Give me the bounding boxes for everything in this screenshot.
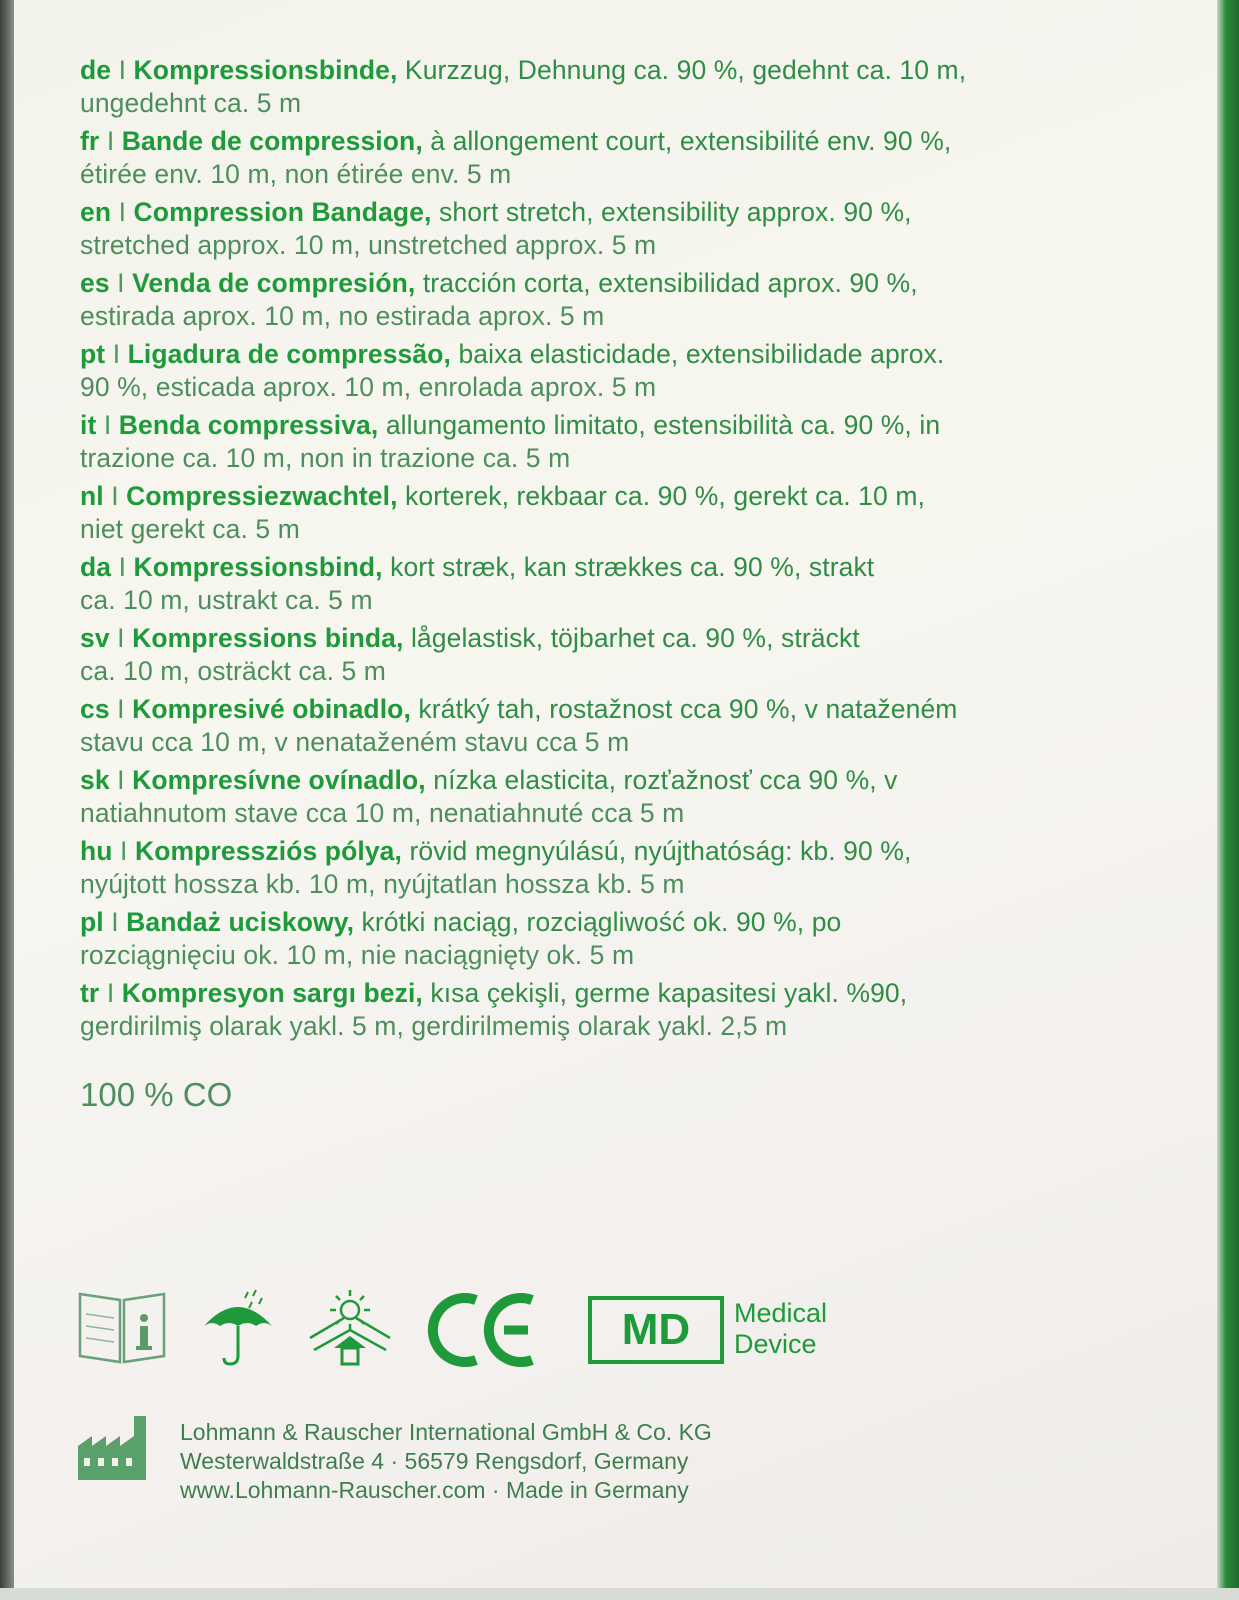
language-entry-hu xyxy=(80,835,1160,901)
language-entry-sk xyxy=(80,764,1160,830)
language-code: de xyxy=(80,55,112,85)
language-code: cs xyxy=(80,694,110,724)
language-code: sv xyxy=(80,623,110,653)
manufacturer-name: Lohmann & Rauscher International GmbH & Co. KG xyxy=(180,1419,712,1445)
md-text-line1: Medical xyxy=(734,1298,828,1328)
product-name: Kompressions binda, xyxy=(132,623,404,653)
separator: I xyxy=(117,765,125,795)
box-bottom-edge xyxy=(0,1588,1239,1600)
product-name: Kompressionsbinde, xyxy=(133,55,398,85)
product-properties-continued: stretched approx. 10 m, unstretched approx. 5 m xyxy=(80,230,657,260)
separator: I xyxy=(118,197,127,227)
language-code: fr xyxy=(80,126,100,156)
composition-text: 100 % CO xyxy=(80,1076,233,1113)
separator: I xyxy=(112,339,121,369)
separator: I xyxy=(120,836,128,866)
packaging-panel xyxy=(14,0,1217,1588)
language-entry-it xyxy=(80,409,1160,475)
product-properties-continued: étirée env. 10 m, non étirée env. 5 m xyxy=(80,159,512,189)
language-entry-es xyxy=(80,267,1160,333)
product-name: Bandaż uciskowy, xyxy=(126,907,355,937)
product-properties: lågelastisk, töjbarhet ca. 90 %, sträckt xyxy=(410,623,860,653)
md-text-line2: Device xyxy=(734,1329,817,1359)
language-entry-cs xyxy=(80,693,1160,759)
md-symbol: MD xyxy=(588,1296,724,1364)
product-properties: baixa elasticidade, extensibilidade aprox. xyxy=(458,339,945,369)
ce-mark-icon xyxy=(426,1290,546,1370)
product-name: Venda de compresión, xyxy=(132,268,416,298)
product-properties-continued: 90 %, esticada aprox. 10 m, enrolada aprox. 5 m xyxy=(80,372,657,402)
keep-away-from-sunlight-icon xyxy=(304,1286,396,1370)
language-code: sk xyxy=(80,765,110,795)
product-properties: tracción corta, extensibilidad aprox. 90 %, xyxy=(422,268,918,298)
product-name: Compression Bandage, xyxy=(133,197,432,227)
language-code: pt xyxy=(80,339,106,369)
product-properties: allungamento limitato, estensibilità ca. 90 %, in xyxy=(385,410,941,440)
product-properties: à allongement court, extensibilité env. 90 %, xyxy=(430,126,952,156)
language-entry-tr xyxy=(80,977,1160,1043)
product-properties: krátký tah, rostažnost cca 90 %, v nataženém xyxy=(418,694,958,724)
product-properties-continued: niet gerekt ca. 5 m xyxy=(80,514,300,544)
product-name: Kompressionsbind, xyxy=(133,552,383,582)
language-entry-da xyxy=(80,551,1160,617)
manufacturer-website: www.Lohmann-Rauscher.com · Made in Germany xyxy=(180,1477,689,1503)
language-code: it xyxy=(80,410,97,440)
product-properties: kort stræk, kan strækkes ca. 90 %, strakt xyxy=(390,552,875,582)
product-properties: korterek, rekbaar ca. 90 %, gerekt ca. 10 m, xyxy=(405,481,925,511)
product-properties-continued: estirada aprox. 10 m, no estirada aprox. 5 m xyxy=(80,301,605,331)
language-code: en xyxy=(80,197,112,227)
manufacturer-info xyxy=(76,1412,876,1512)
regulatory-symbols xyxy=(76,1286,876,1376)
language-entry-de xyxy=(80,54,1160,120)
product-name: Compressiezwachtel, xyxy=(126,481,398,511)
manufacturer-street: Westerwaldstraße 4 · 56579 Rengsdorf, Germany xyxy=(180,1448,689,1474)
product-properties-continued: nyújtott hossza kb. 10 m, nyújtatlan hossza kb. 5 m xyxy=(80,869,685,899)
separator: I xyxy=(106,126,115,156)
product-properties-continued: ca. 10 m, osträckt ca. 5 m xyxy=(80,656,386,686)
separator: I xyxy=(117,268,125,298)
language-entry-pt xyxy=(80,338,1160,404)
medical-device-label xyxy=(734,1298,874,1360)
language-entry-en xyxy=(80,196,1160,262)
product-name: Kompresivé obinadlo, xyxy=(132,694,411,724)
product-descriptions xyxy=(80,54,1160,1048)
language-code: tr xyxy=(80,978,100,1008)
keep-dry-icon xyxy=(200,1288,276,1368)
language-code: hu xyxy=(80,836,113,866)
product-name: Kompresyon sargı bezi, xyxy=(121,978,423,1008)
product-properties: nízka elasticita, rozťažnosť cca 90 %, v xyxy=(433,765,898,795)
product-name: Ligadura de compressão, xyxy=(127,339,451,369)
language-code: pl xyxy=(80,907,104,937)
manufacturer-icon xyxy=(76,1412,156,1482)
product-properties-continued: natiahnutom stave cca 10 m, nenatiahnuté cca 5 m xyxy=(80,798,685,828)
product-properties-continued: trazione ca. 10 m, non in trazione ca. 5 m xyxy=(80,443,571,473)
language-code: es xyxy=(80,268,110,298)
product-name: Kompressziós pólya, xyxy=(134,836,402,866)
instructions-for-use-icon xyxy=(76,1286,168,1366)
language-entry-fr xyxy=(80,125,1160,191)
language-entry-nl xyxy=(80,480,1160,546)
separator: I xyxy=(106,978,115,1008)
product-properties: Kurzzug, Dehnung ca. 90 %, gedehnt ca. 10 m, xyxy=(404,55,967,85)
separator: I xyxy=(117,694,125,724)
product-properties-continued: rozciągnięciu ok. 10 m, nie naciągnięty ok. 5 m xyxy=(80,940,635,970)
language-entry-pl xyxy=(80,906,1160,972)
product-name: Bande de compression, xyxy=(121,126,423,156)
language-code: nl xyxy=(80,481,104,511)
language-code: da xyxy=(80,552,112,582)
product-properties: short stretch, extensibility approx. 90 %, xyxy=(439,197,912,227)
product-properties-continued: ungedehnt ca. 5 m xyxy=(80,88,302,118)
product-properties-continued: ca. 10 m, ustrakt ca. 5 m xyxy=(80,585,373,615)
product-name: Kompresívne ovínadlo, xyxy=(132,765,426,795)
separator: I xyxy=(118,552,127,582)
separator: I xyxy=(103,410,112,440)
manufacturer-address xyxy=(180,1418,712,1505)
product-properties-continued: gerdirilmiş olarak yakl. 5 m, gerdirilmemiş olarak yakl. 2,5 m xyxy=(80,1011,788,1041)
box-left-edge xyxy=(0,0,14,1600)
product-properties: krótki naciąg, rozciągliwość ok. 90 %, po xyxy=(361,907,842,937)
product-properties-continued: stavu cca 10 m, v nenataženém stavu cca 5 m xyxy=(80,727,630,757)
separator: I xyxy=(111,907,119,937)
separator: I xyxy=(117,623,125,653)
product-properties: rövid megnyúlású, nyújthatóság: kb. 90 %, xyxy=(409,836,912,866)
box-right-edge xyxy=(1217,0,1239,1600)
language-entry-sv xyxy=(80,622,1160,688)
product-name: Benda compressiva, xyxy=(118,410,379,440)
separator: I xyxy=(111,481,119,511)
product-properties: kısa çekişli, germe kapasitesi yakl. %90, xyxy=(430,978,908,1008)
separator: I xyxy=(118,55,127,85)
